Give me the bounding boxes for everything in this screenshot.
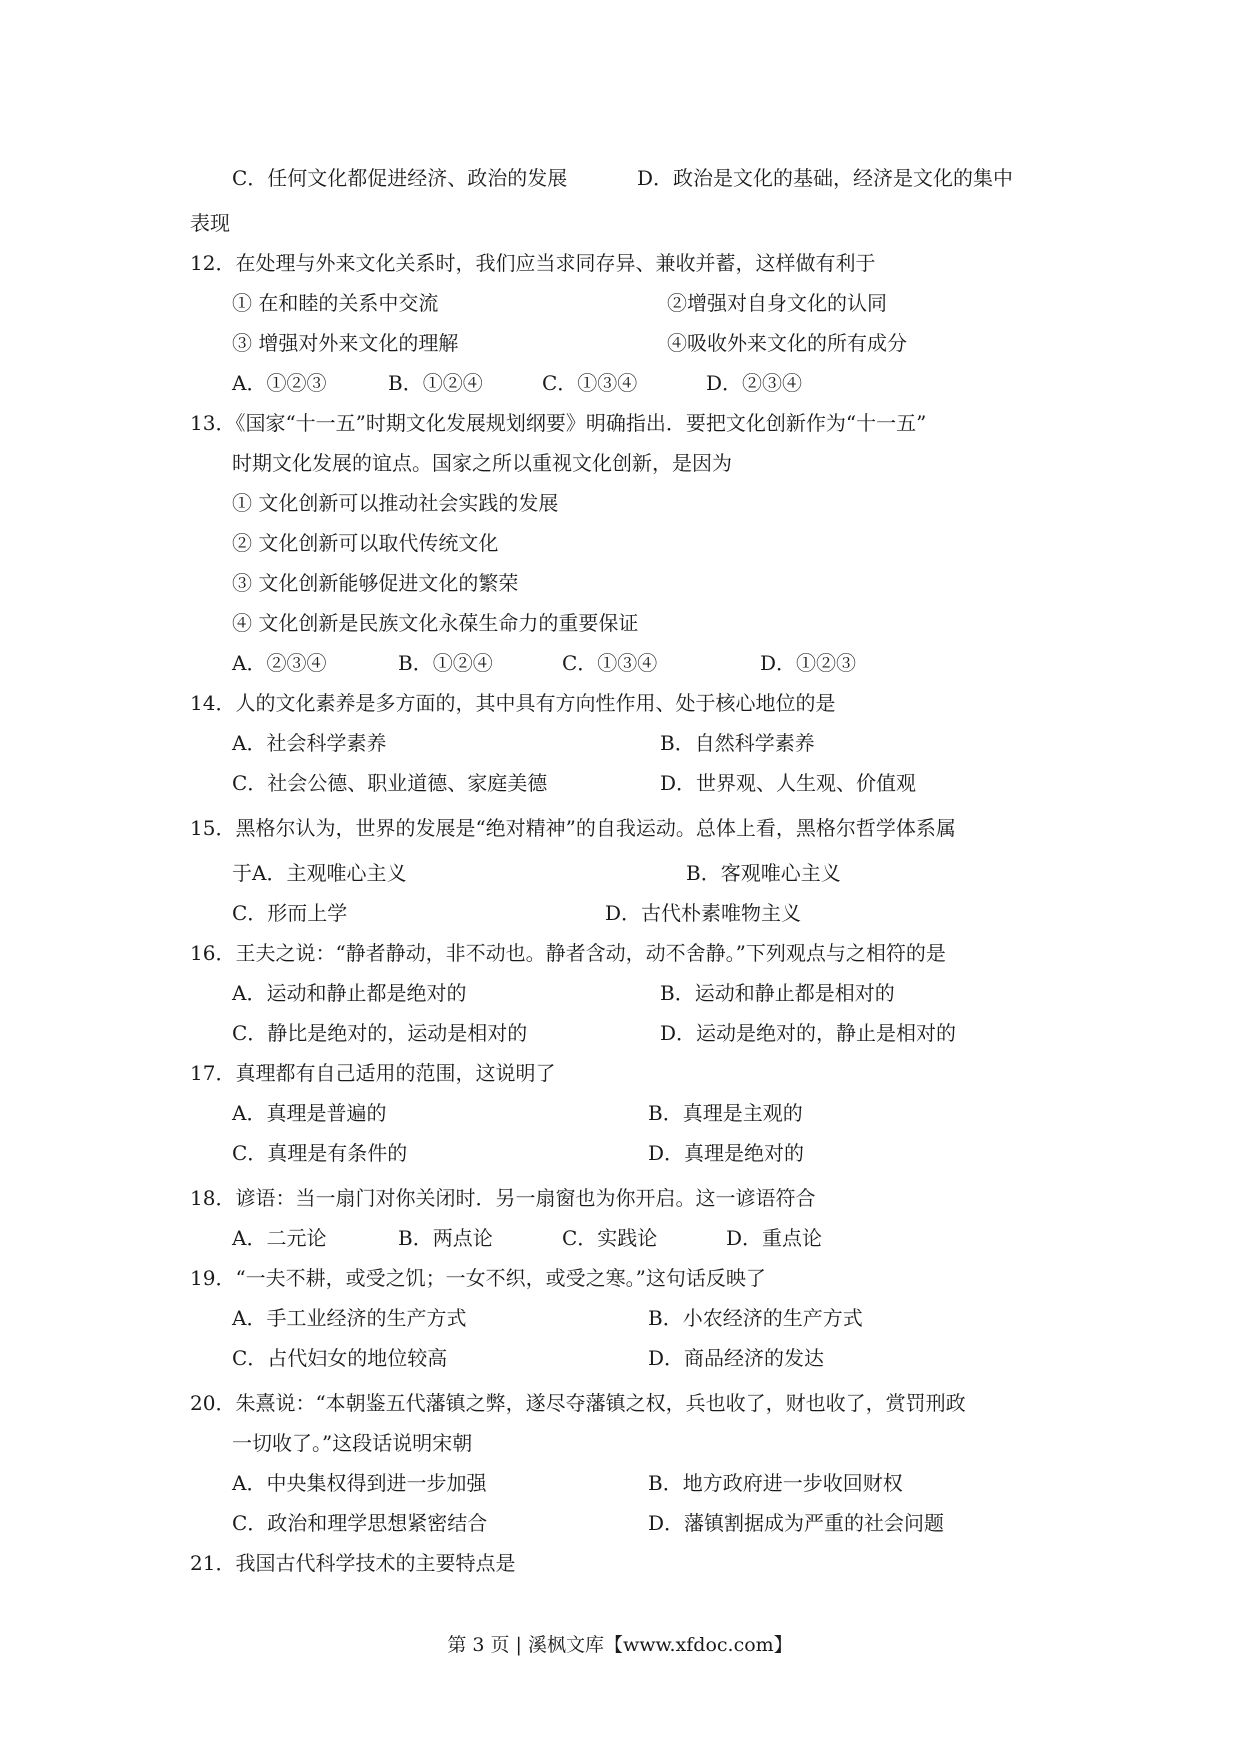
q13-option-d: D．①②③ bbox=[760, 651, 857, 675]
q16-stem: 16．王夫之说：“静者静动，非不动也。静者含动，动不舍静。”下列观点与之相符的是 bbox=[190, 941, 946, 965]
q17-option-d: D．真理是绝对的 bbox=[648, 1141, 805, 1165]
q21-stem: 21．我国古代科学技术的主要特点是 bbox=[190, 1551, 516, 1575]
q19-option-a: A．手工业经济的生产方式 bbox=[232, 1306, 467, 1330]
q13-option-a: A．②③④ bbox=[232, 651, 327, 675]
q13-option-b: B．①②④ bbox=[398, 651, 493, 675]
q20-option-c: C．政治和理学思想紧密结合 bbox=[232, 1511, 488, 1535]
q15-option-a: 于A．主观唯心主义 bbox=[232, 861, 407, 885]
q15-option-c: C．形而上学 bbox=[232, 901, 348, 925]
q19-option-c: C．占代妇女的地位较高 bbox=[232, 1346, 448, 1370]
q13-stem-cont: 时期文化发展的谊点。国家之所以重视文化创新，是因为 bbox=[232, 451, 732, 475]
q13-option-c: C．①③④ bbox=[562, 651, 658, 675]
q11-option-d-cont: 表现 bbox=[190, 211, 230, 235]
q14-option-c: C．社会公德、职业道德、家庭美德 bbox=[232, 771, 548, 795]
q17-stem: 17．真理都有自己适用的范围，这说明了 bbox=[190, 1061, 556, 1085]
q20-option-d: D．藩镇割据成为严重的社会问题 bbox=[648, 1511, 945, 1535]
q12-option-d: D．②③④ bbox=[706, 371, 803, 395]
q11-option-c: C．任何文化都促进经济、政治的发展 bbox=[232, 166, 568, 190]
q18-option-c: C．实践论 bbox=[562, 1226, 658, 1250]
q14-option-d: D．世界观、人生观、价值观 bbox=[660, 771, 917, 795]
q15-option-b: B．客观唯心主义 bbox=[686, 861, 841, 885]
q16-option-c: C．静比是绝对的，运动是相对的 bbox=[232, 1021, 528, 1045]
q18-option-b: B．两点论 bbox=[398, 1226, 493, 1250]
q11-option-d: D．政治是文化的基础，经济是文化的集中 bbox=[637, 166, 1014, 190]
q15-option-d: D．古代朴素唯物主义 bbox=[605, 901, 802, 925]
q14-option-a: A．社会科学素养 bbox=[232, 731, 387, 755]
q16-option-b: B．运动和静止都是相对的 bbox=[660, 981, 895, 1005]
q20-option-a: A．中央集权得到进一步加强 bbox=[232, 1471, 487, 1495]
q12-stem: 12．在处理与外来文化关系时，我们应当求同存异、兼收并蓄，这样做有利于 bbox=[190, 251, 876, 275]
q17-option-c: C．真理是有条件的 bbox=[232, 1141, 408, 1165]
q15-stem: 15．黑格尔认为，世界的发展是“绝对精神”的自我运动。总体上看，黑格尔哲学体系属 bbox=[190, 816, 956, 840]
q20-option-b: B．地方政府进一步收回财权 bbox=[648, 1471, 903, 1495]
q13-item-2: ② 文化创新可以取代传统文化 bbox=[232, 531, 499, 555]
q12-option-b: B．①②④ bbox=[388, 371, 483, 395]
q17-option-b: B．真理是主观的 bbox=[648, 1101, 803, 1125]
q17-option-a: A．真理是普遍的 bbox=[232, 1101, 387, 1125]
q13-item-1: ① 文化创新可以推动社会实践的发展 bbox=[232, 491, 559, 515]
q20-stem: 20．朱熹说：“本朝鉴五代藩镇之弊，遂尽夺藩镇之权，兵也收了，财也收了，赏罚刑政 bbox=[190, 1391, 966, 1415]
q13-item-4: ④ 文化创新是民族文化永葆生命力的重要保证 bbox=[232, 611, 639, 635]
q13-item-3: ③ 文化创新能够促进文化的繁荣 bbox=[232, 571, 519, 595]
q12-item-4: ④吸收外来文化的所有成分 bbox=[667, 331, 907, 355]
q14-option-b: B．自然科学素养 bbox=[660, 731, 815, 755]
q12-item-1: ① 在和睦的关系中交流 bbox=[232, 291, 439, 315]
q12-item-3: ③ 增强对外来文化的理解 bbox=[232, 331, 459, 355]
q19-option-d: D．商品经济的发达 bbox=[648, 1346, 825, 1370]
q14-stem: 14．人的文化素养是多方面的，其中具有方向性作用、处于核心地位的是 bbox=[190, 691, 836, 715]
q20-stem-cont: 一切收了。”这段话说明宋朝 bbox=[232, 1431, 473, 1455]
q12-option-c: C．①③④ bbox=[542, 371, 638, 395]
q16-option-a: A．运动和静止都是绝对的 bbox=[232, 981, 467, 1005]
q16-option-d: D．运动是绝对的，静止是相对的 bbox=[660, 1021, 957, 1045]
q13-stem: 13．《国家“十一五”时期文化发展规划纲要》明确指出．要把文化创新作为“十一五” bbox=[190, 411, 927, 435]
q19-stem: 19．“一夫不耕，或受之饥；一女不织，或受之寒。”这句话反映了 bbox=[190, 1266, 766, 1290]
q18-option-a: A．二元论 bbox=[232, 1226, 327, 1250]
q18-option-d: D．重点论 bbox=[726, 1226, 823, 1250]
q12-option-a: A．①②③ bbox=[232, 371, 327, 395]
page-footer: 第 3 页 | 溪枫文库【www.xfdoc.com】 bbox=[447, 1634, 793, 1656]
q18-stem: 18．谚语：当一扇门对你关闭时．另一扇窗也为你开启。这一谚语符合 bbox=[190, 1186, 816, 1210]
q19-option-b: B．小农经济的生产方式 bbox=[648, 1306, 863, 1330]
q12-item-2: ②增强对自身文化的认同 bbox=[667, 291, 887, 315]
